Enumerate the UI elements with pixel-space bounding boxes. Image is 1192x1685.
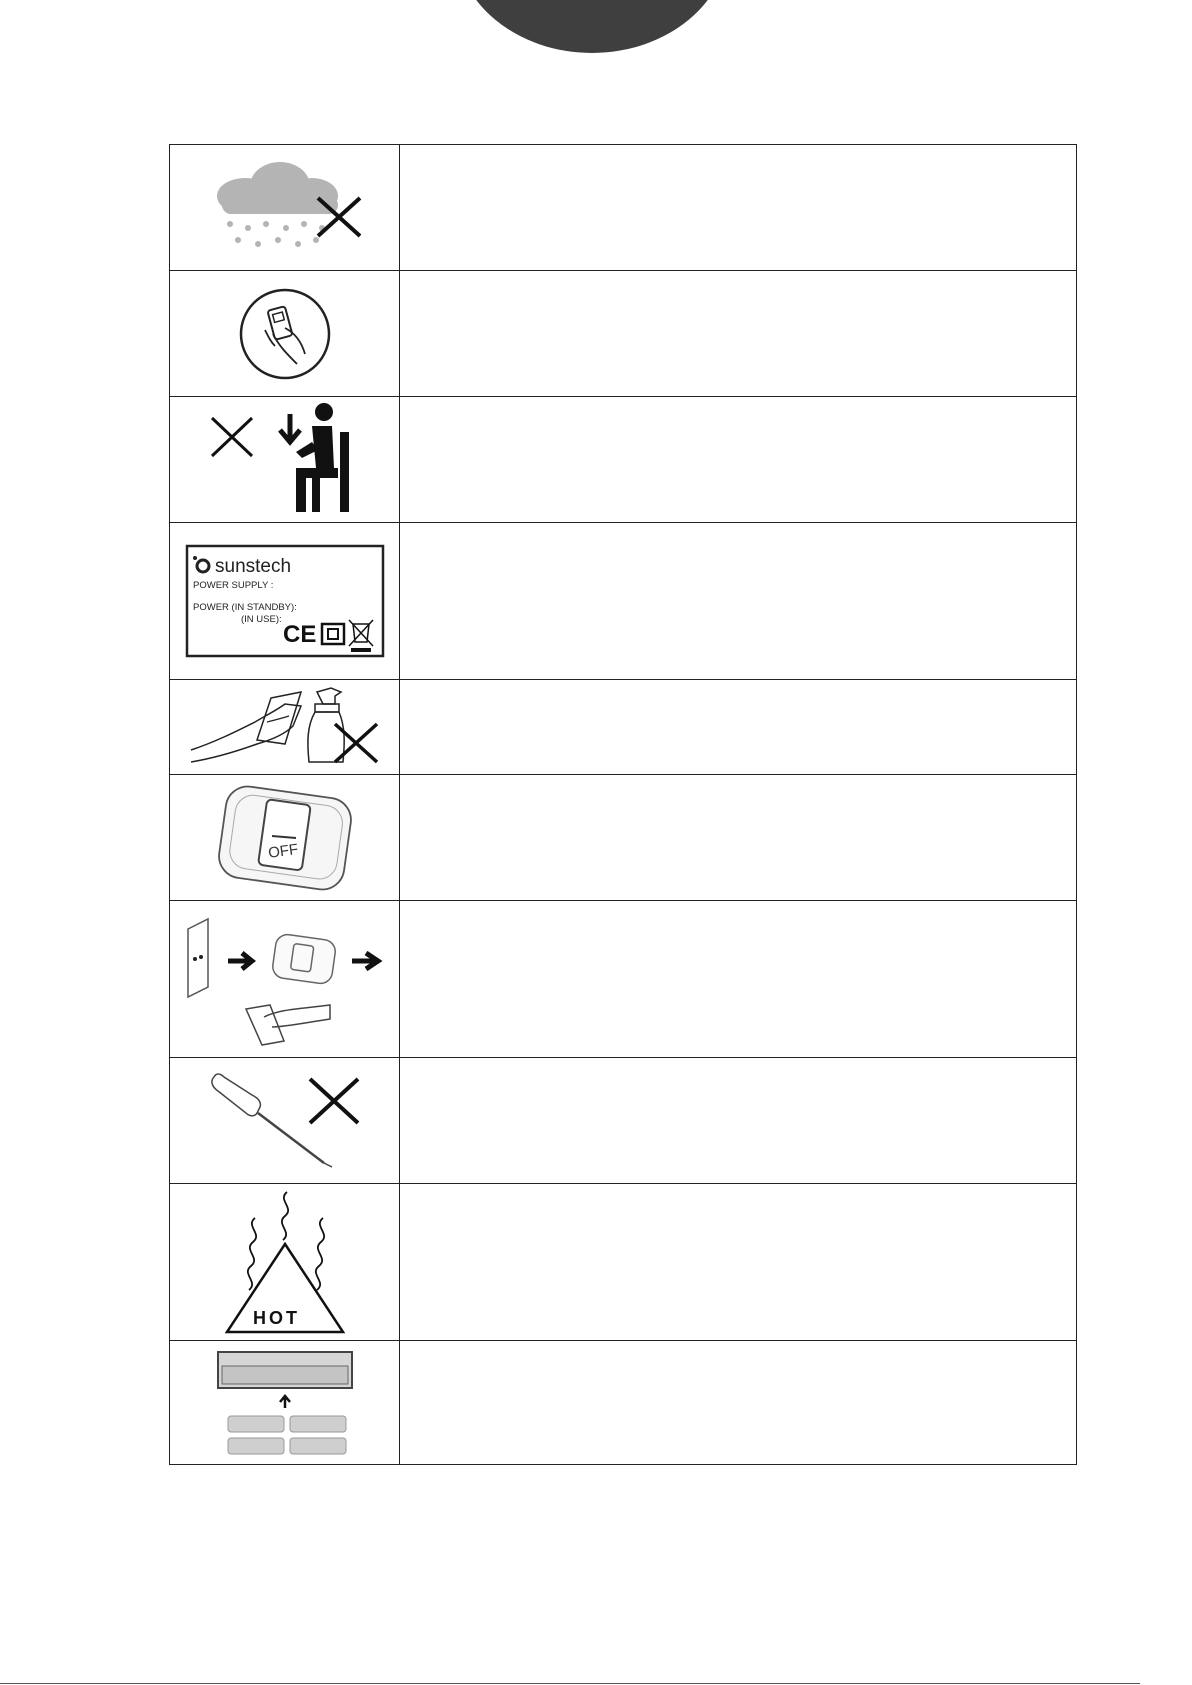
power-in-use-label: (IN USE):: [240, 614, 282, 625]
hot-label: HOT: [252, 1308, 300, 1328]
icon-cell: [170, 901, 400, 1058]
icon-cell: [170, 775, 400, 901]
unplug-switch-off-wipe-icon: [180, 909, 390, 1049]
instruction-text: [400, 397, 1077, 523]
battery-compartment-icon: [210, 1344, 360, 1462]
instruction-text: [400, 775, 1077, 901]
table-row: [170, 775, 1077, 901]
icon-cell: [170, 523, 400, 680]
do-not-sit-on-device-icon: [200, 402, 370, 518]
power-switch-off-icon: [210, 780, 360, 896]
icon-cell: [170, 680, 400, 775]
instruction-text: [400, 271, 1077, 397]
table-row: [170, 397, 1077, 523]
table-row: [170, 145, 1077, 271]
table-row: [170, 901, 1077, 1058]
no-phone-near-device-icon: [235, 284, 335, 384]
instruction-text: [400, 1184, 1077, 1341]
rating-label-icon: [185, 544, 385, 658]
power-standby-label: POWER (IN STANDBY):: [192, 602, 297, 613]
brand-logo-text: sunstech: [214, 556, 291, 577]
instruction-text: [400, 1058, 1077, 1184]
table-row: [170, 1341, 1077, 1465]
ce-mark: CE: [282, 621, 316, 648]
wipe-no-spray-icon: [185, 682, 385, 772]
table-row: [170, 680, 1077, 775]
no-rain-icon: [200, 158, 370, 258]
table-row: [170, 1184, 1077, 1341]
icon-cell: [170, 1341, 400, 1465]
instruction-text: [400, 145, 1077, 271]
icon-cell: [170, 1058, 400, 1184]
footer-rule: [0, 1683, 1140, 1684]
page-tab-decoration: [455, 0, 729, 53]
icon-cell: [170, 1184, 400, 1341]
hot-surface-warning-icon: [215, 1188, 355, 1336]
icon-cell: [170, 397, 400, 523]
instruction-text: [400, 1341, 1077, 1465]
switch-off-label: OFF: [266, 840, 299, 862]
instruction-text: [400, 680, 1077, 775]
safety-instructions-table: [169, 144, 1077, 1465]
no-screwdriver-icon: [200, 1071, 370, 1171]
table-row: [170, 1058, 1077, 1184]
icon-cell: [170, 145, 400, 271]
table-row: [170, 271, 1077, 397]
instruction-text: [400, 901, 1077, 1058]
table-row: [170, 523, 1077, 680]
instruction-text: [400, 523, 1077, 680]
icon-cell: [170, 271, 400, 397]
power-supply-label: POWER SUPPLY :: [192, 580, 273, 591]
